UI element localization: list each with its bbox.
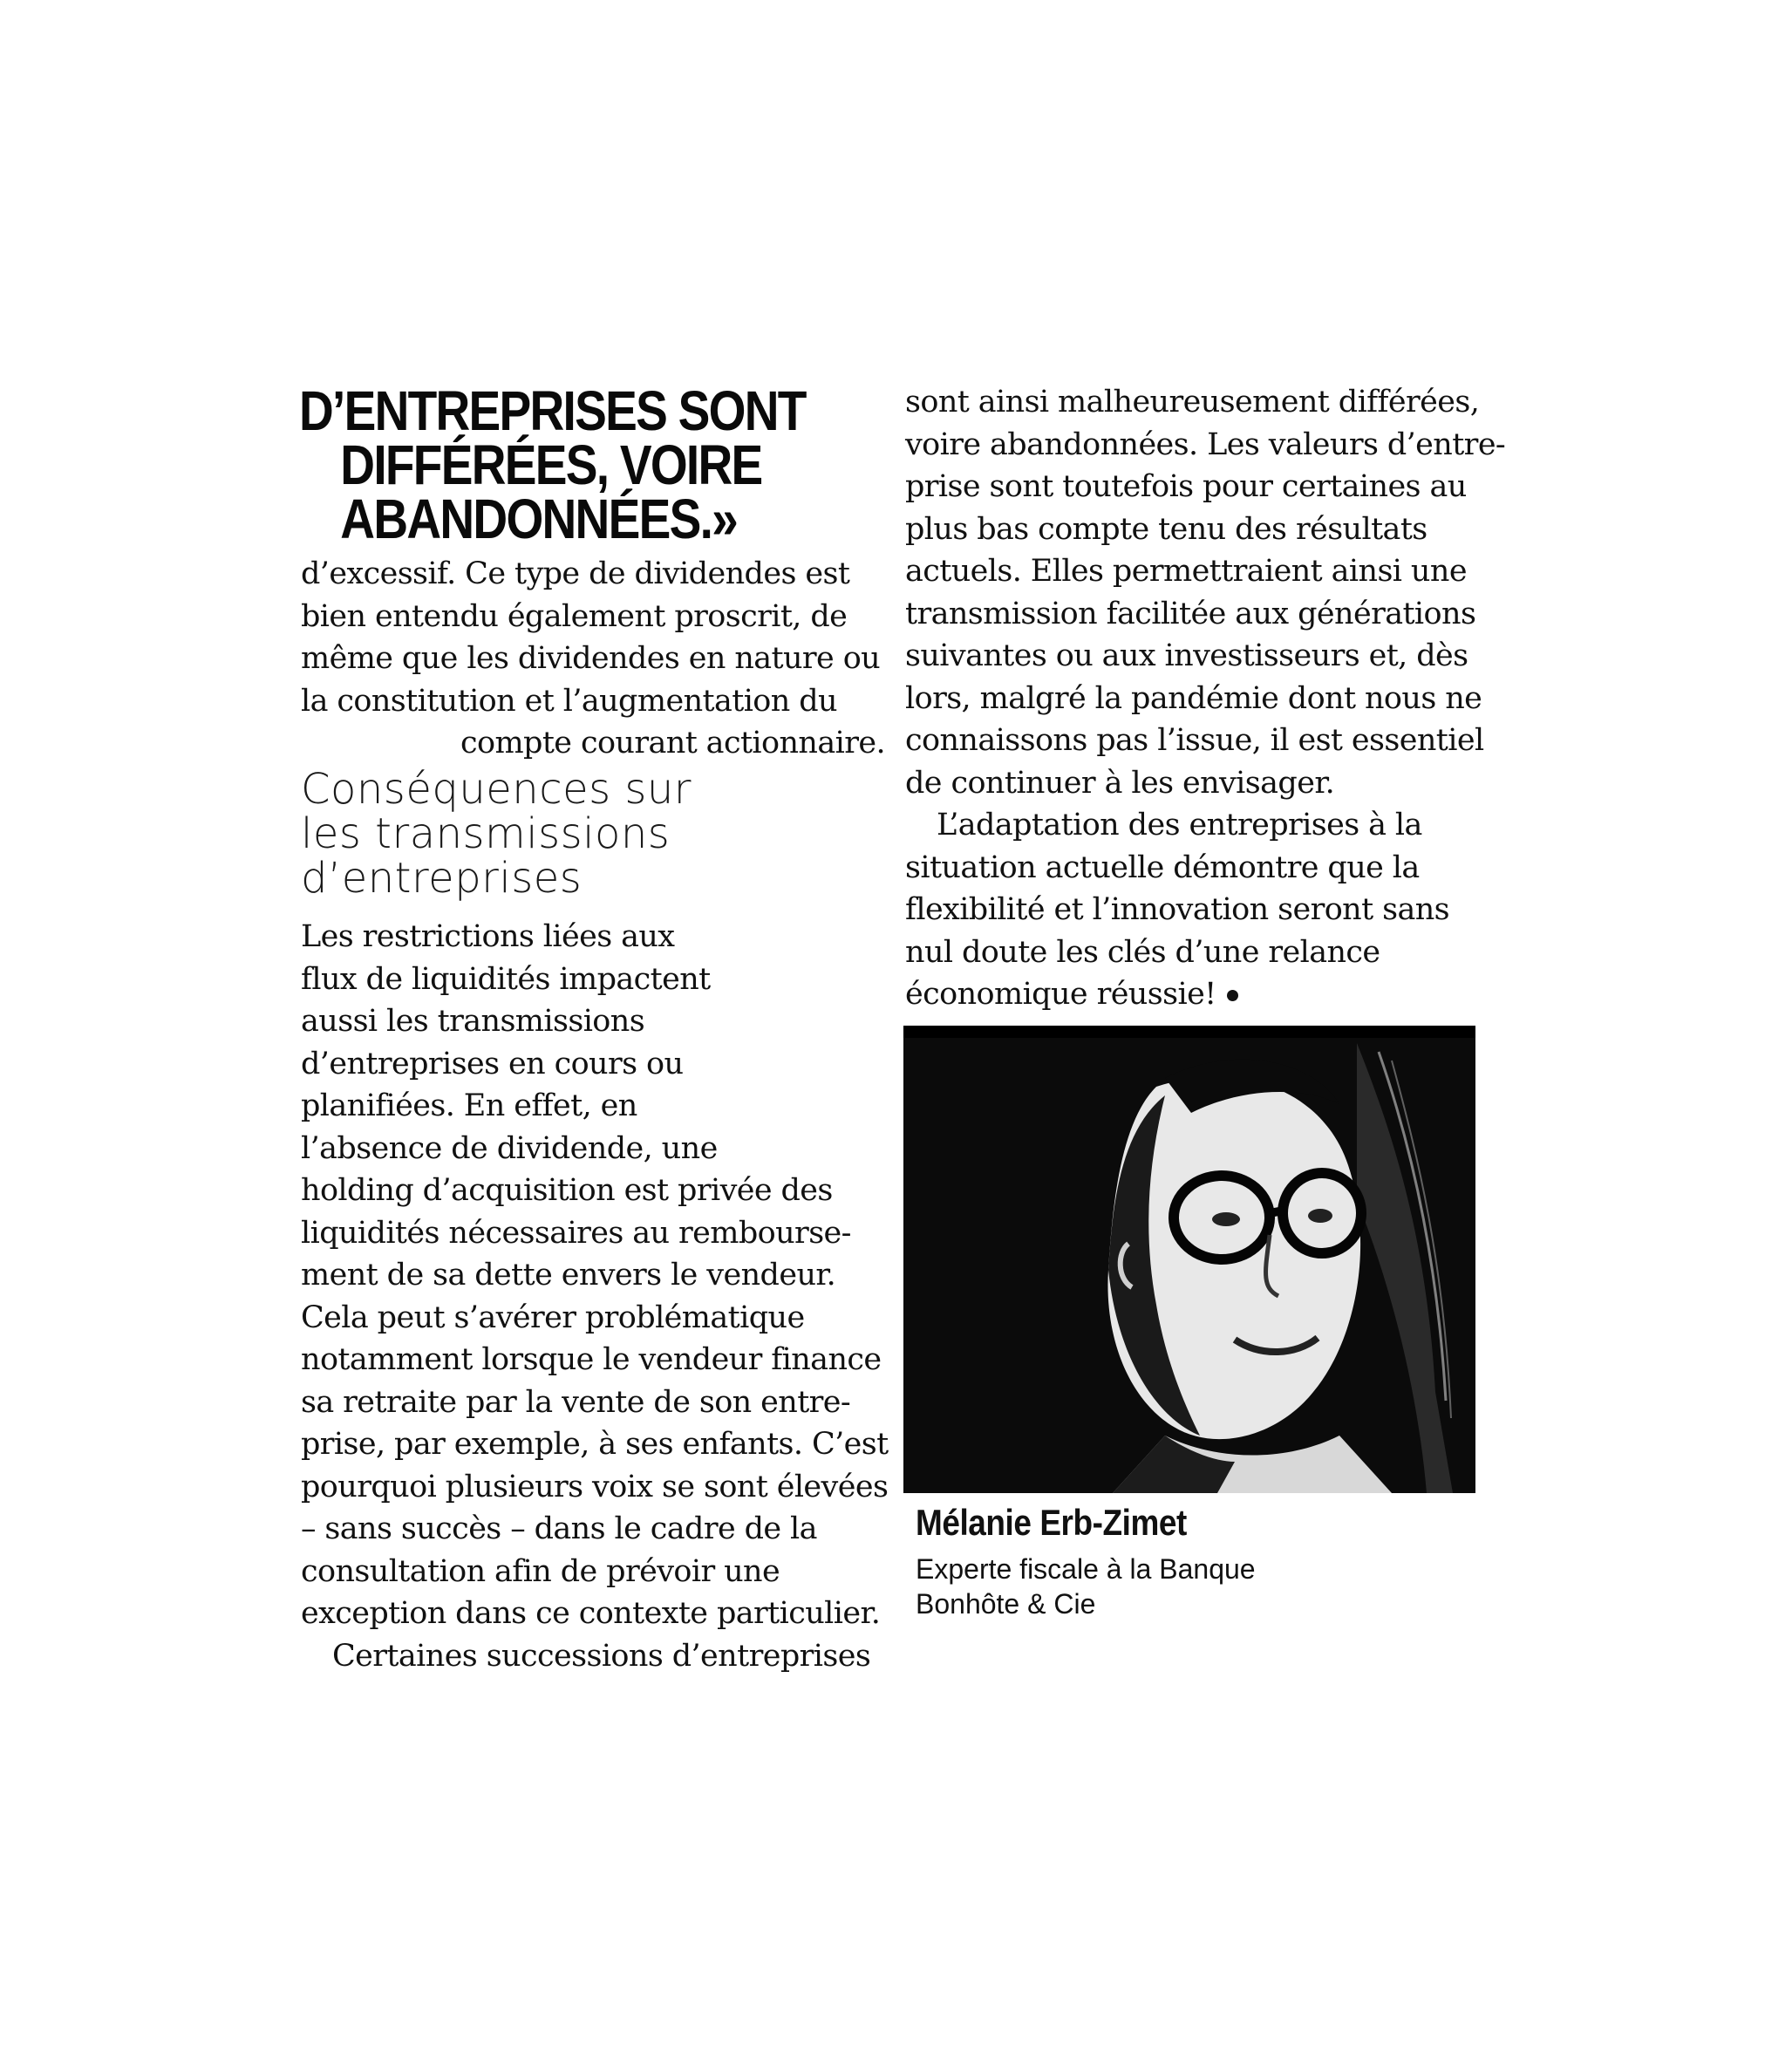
text-line: consultation afin de prévoir une xyxy=(301,1553,780,1589)
subheading-line: les transmissions xyxy=(301,809,671,858)
section-subheading xyxy=(301,767,911,901)
text-line: voire abandonnées. Les valeurs d’entre- xyxy=(905,426,1506,462)
text-line: – sans succès – dans le cadre de la xyxy=(301,1511,817,1546)
text-line: notamment lorsque le vendeur finance xyxy=(301,1342,882,1377)
subheading-line: Conséquences sur xyxy=(301,765,692,814)
text-line: compte courant actionnaire. xyxy=(460,726,885,761)
left-body-paragraph xyxy=(301,916,903,1677)
text-line: situation actuelle démontre que la xyxy=(905,849,1420,885)
text-line: flux de liquidités impactent xyxy=(301,961,711,997)
text-line: sa retraite par la vente de son entre- xyxy=(301,1384,851,1420)
text-line: suivantes ou aux investisseurs et, dès xyxy=(905,638,1468,673)
text-line: nul doute les clés d’une relance xyxy=(905,934,1380,970)
author-role xyxy=(916,1552,1334,1621)
text-line: de continuer à les envisager. xyxy=(905,765,1335,801)
text-line: la constitution et l’augmentation du xyxy=(301,683,837,719)
text-line: Cela peut s’avérer problématique xyxy=(301,1299,805,1335)
text-line: actuels. Elles permettraient ainsi une xyxy=(905,554,1467,589)
subheading-line: d’entreprises xyxy=(301,854,583,903)
text-line: même que les dividendes en nature ou xyxy=(301,641,881,676)
text-line: bien entendu également proscrit, de xyxy=(301,598,848,634)
text-line: lors, malgré la pandémie dont nous ne xyxy=(905,680,1482,716)
portrait-illustration xyxy=(903,1026,1475,1493)
text-line: ment de sa dette envers le vendeur. xyxy=(301,1258,836,1293)
text-line: holding d’acquisition est privée des xyxy=(301,1173,833,1208)
text-line: sont ainsi malheureusement différées, xyxy=(905,385,1480,420)
text-line: plus bas compte tenu des résultats xyxy=(905,511,1427,547)
author-role-line: Experte fiscale à la Banque xyxy=(916,1553,1256,1585)
text-line: l’absence de dividende, une xyxy=(301,1130,718,1166)
photo-top-bar xyxy=(903,1026,1475,1038)
text-line: flexibilité et l’innovation seront sans xyxy=(905,892,1450,927)
text-line: liquidités nécessaires au rembourse- xyxy=(301,1215,851,1251)
text-line: économique réussie! xyxy=(905,977,1216,1012)
text-line: exception dans ce contexte particulier. xyxy=(301,1596,881,1631)
pull-quote-line: DIFFÉRÉES, VOIRE xyxy=(340,433,762,496)
author-name: Mélanie Erb-Zimet xyxy=(916,1502,1187,1543)
text-line: Certaines successions d’entreprises xyxy=(332,1638,871,1674)
text-line: prise sont toutefois pour certaines au xyxy=(905,469,1467,504)
pull-quote-line: D’ENTREPRISES SONT xyxy=(299,379,806,442)
text-line: Les restrictions liées aux xyxy=(301,919,675,954)
end-bullet-icon xyxy=(1227,990,1238,1001)
text-line: d’entreprises en cours ou xyxy=(301,1046,684,1081)
text-line: L’adaptation des entreprises à la xyxy=(937,808,1422,842)
pull-quote xyxy=(299,379,824,550)
author-role-line: Bonhôte & Cie xyxy=(916,1588,1096,1620)
text-line: pourquoi plusieurs voix se sont élevées xyxy=(301,1469,889,1504)
portrait-photo xyxy=(903,1026,1475,1493)
text-line: aussi les transmissions xyxy=(301,1004,645,1039)
text-line: d’excessif. Ce type de dividendes est xyxy=(301,556,850,591)
text-line-end xyxy=(905,973,1498,1016)
text-line: connaissons pas l’issue, il est essentiel xyxy=(905,723,1484,758)
text-line: transmission facilitée aux générations xyxy=(905,596,1476,631)
right-body-paragraph xyxy=(905,381,1506,1016)
left-intro-paragraph xyxy=(301,553,894,765)
text-line: prise, par exemple, à ses enfants. C’est xyxy=(301,1427,889,1462)
pull-quote-line: ABANDONNÉES.» xyxy=(340,488,738,550)
text-line: planifiées. En effet, en xyxy=(301,1088,637,1123)
